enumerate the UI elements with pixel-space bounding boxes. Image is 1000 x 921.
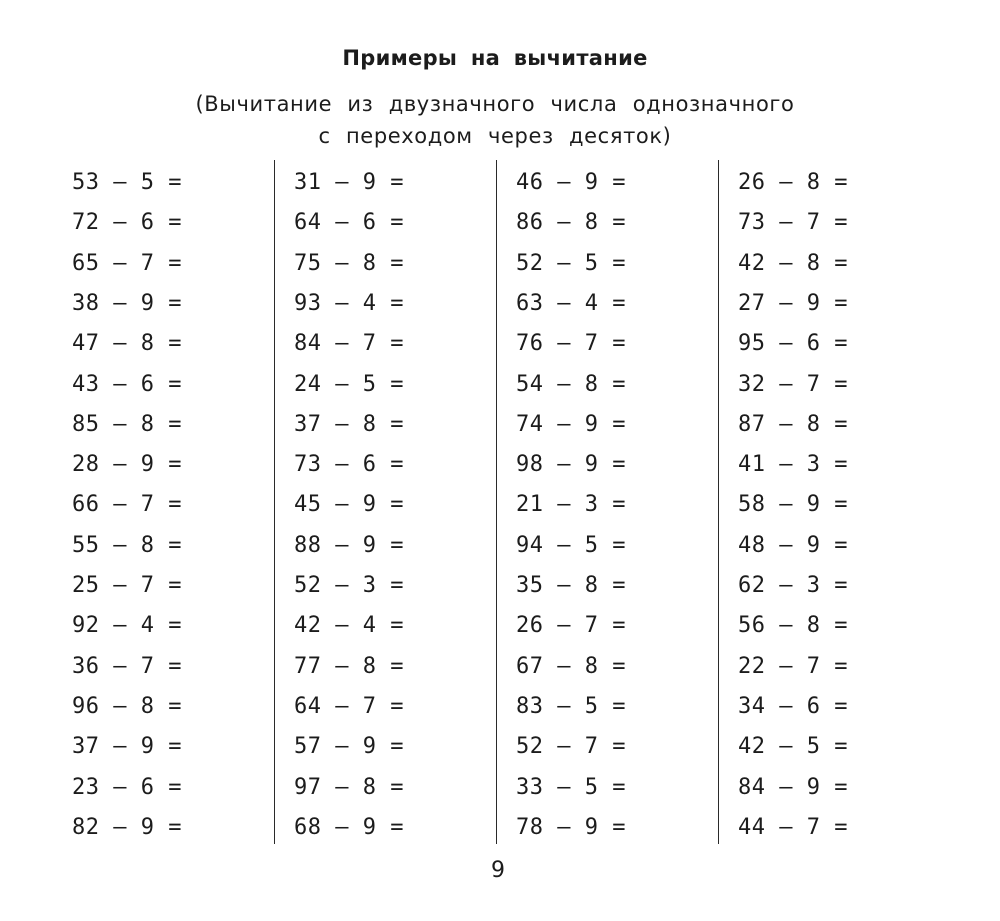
exercise-item: 65 – 7 = <box>72 250 182 276</box>
exercise-item: 84 – 9 = <box>738 774 848 800</box>
column-divider <box>274 160 275 844</box>
exercise-item: 47 – 8 = <box>72 331 182 357</box>
exercise-item: 98 – 9 = <box>516 452 626 478</box>
exercise-item: 84 – 7 = <box>294 331 404 357</box>
exercise-item: 92 – 4 = <box>72 613 182 639</box>
exercise-item: 57 – 9 = <box>294 734 404 760</box>
exercise-grid <box>52 168 942 848</box>
exercise-item: 24 – 5 = <box>294 371 404 397</box>
exercise-item: 64 – 7 = <box>294 693 404 719</box>
exercise-item: 73 – 6 = <box>294 452 404 478</box>
exercise-item: 78 – 9 = <box>516 814 626 840</box>
exercise-item: 72 – 6 = <box>72 210 182 236</box>
exercise-item: 45 – 9 = <box>294 492 404 518</box>
subtitle-line-1: (Вычитание из двузначного числа однозначного <box>195 92 795 116</box>
exercise-item: 54 – 8 = <box>516 371 626 397</box>
exercise-item: 62 – 3 = <box>738 573 848 598</box>
exercise-item: 53 – 5 = <box>72 170 182 195</box>
exercise-column-2 <box>274 168 496 848</box>
exercise-item: 96 – 8 = <box>72 693 182 719</box>
column-divider <box>496 160 497 844</box>
exercise-item: 31 – 9 = <box>294 170 404 195</box>
exercise-item: 43 – 6 = <box>72 371 182 397</box>
page-title: Примеры на вычитание <box>342 46 648 70</box>
exercise-item: 64 – 6 = <box>294 210 404 236</box>
exercise-item: 48 – 9 = <box>738 532 848 558</box>
subtitle-line-2: с переходом через десяток) <box>318 124 672 148</box>
exercise-item: 85 – 8 = <box>72 411 182 437</box>
column-divider <box>718 160 719 844</box>
exercise-item: 42 – 8 = <box>738 250 848 276</box>
exercise-item: 95 – 6 = <box>738 331 848 357</box>
exercise-item: 22 – 7 = <box>738 653 848 679</box>
exercise-item: 36 – 7 = <box>72 653 182 679</box>
exercise-item: 87 – 8 = <box>738 411 848 437</box>
exercise-item: 77 – 8 = <box>294 653 404 679</box>
exercise-item: 42 – 5 = <box>738 734 848 760</box>
exercise-item: 46 – 9 = <box>516 170 626 195</box>
exercise-item: 42 – 4 = <box>294 613 404 639</box>
exercise-column-1 <box>52 168 274 848</box>
exercise-item: 52 – 3 = <box>294 573 404 598</box>
exercise-item: 97 – 8 = <box>294 774 404 800</box>
exercise-item: 27 – 9 = <box>738 290 848 316</box>
exercise-item: 94 – 5 = <box>516 532 626 558</box>
exercise-item: 76 – 7 = <box>516 331 626 357</box>
exercise-item: 63 – 4 = <box>516 290 626 316</box>
exercise-item: 21 – 3 = <box>516 492 626 518</box>
exercise-item: 32 – 7 = <box>738 371 848 397</box>
exercise-item: 25 – 7 = <box>72 573 182 598</box>
exercise-item: 38 – 9 = <box>72 290 182 316</box>
exercise-column-4 <box>718 168 940 848</box>
exercise-item: 56 – 8 = <box>738 613 848 639</box>
exercise-item: 88 – 9 = <box>294 532 404 558</box>
exercise-item: 33 – 5 = <box>516 774 626 800</box>
exercise-item: 86 – 8 = <box>516 210 626 236</box>
exercise-item: 75 – 8 = <box>294 250 404 276</box>
exercise-item: 68 – 9 = <box>294 814 404 840</box>
exercise-item: 28 – 9 = <box>72 452 182 478</box>
exercise-item: 74 – 9 = <box>516 411 626 437</box>
exercise-item: 58 – 9 = <box>738 492 848 518</box>
exercise-item: 52 – 7 = <box>516 734 626 760</box>
exercise-item: 26 – 7 = <box>516 613 626 639</box>
exercise-column-3 <box>496 168 718 848</box>
exercise-item: 52 – 5 = <box>516 250 626 276</box>
exercise-item: 93 – 4 = <box>294 290 404 316</box>
exercise-item: 73 – 7 = <box>738 210 848 236</box>
exercise-item: 44 – 7 = <box>738 814 848 840</box>
exercise-item: 26 – 8 = <box>738 170 848 195</box>
page-number: 9 <box>491 858 505 883</box>
exercise-item: 37 – 8 = <box>294 411 404 437</box>
exercise-item: 23 – 6 = <box>72 774 182 800</box>
exercise-item: 82 – 9 = <box>72 814 182 840</box>
exercise-item: 41 – 3 = <box>738 452 848 478</box>
exercise-item: 37 – 9 = <box>72 734 182 760</box>
exercise-item: 34 – 6 = <box>738 693 848 719</box>
exercise-item: 67 – 8 = <box>516 653 626 679</box>
exercise-item: 66 – 7 = <box>72 492 182 518</box>
exercise-item: 83 – 5 = <box>516 693 626 719</box>
exercise-item: 35 – 8 = <box>516 573 626 598</box>
exercise-item: 55 – 8 = <box>72 532 182 558</box>
